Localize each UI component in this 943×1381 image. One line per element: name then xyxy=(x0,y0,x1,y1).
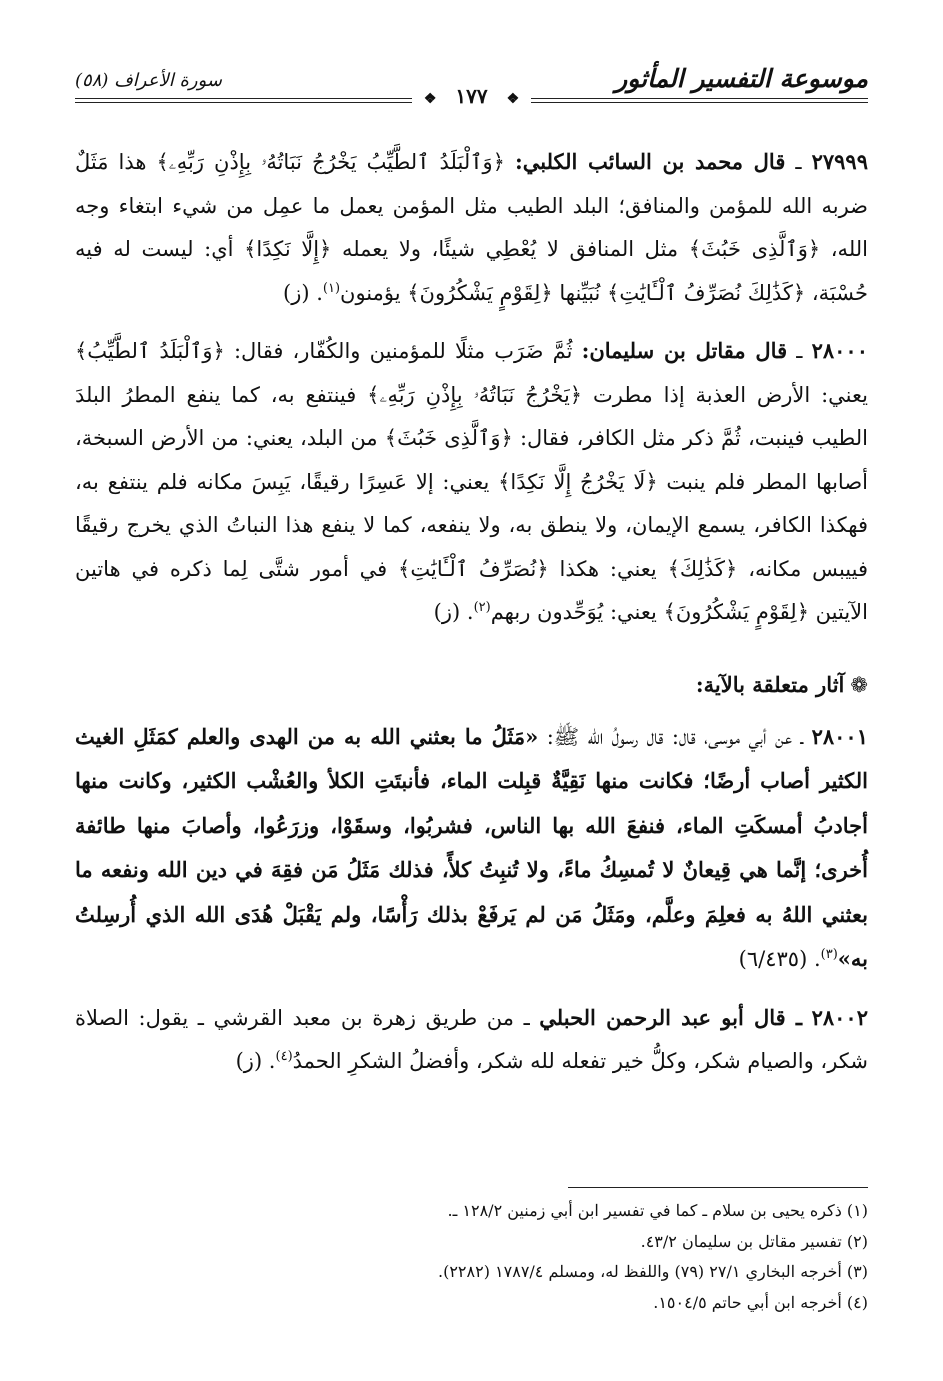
footnote-ref: (٢) xyxy=(473,600,491,615)
narrator: قال محمد بن السائب الكلبي: xyxy=(515,149,786,174)
footnote-3: (٣) أخرجه البخاري ٢٧/١ (٧٩) واللفظ له، ومسلم ١٧٨٧/٤ (٢٢٨٢). xyxy=(438,1262,868,1281)
footnote-ref: (٣) xyxy=(820,947,838,962)
book-title: موسوعة التفسير المأثور xyxy=(615,64,868,93)
narration-tail: . (٦/٤٣٥) xyxy=(738,947,821,971)
section-title: آثار متعلقة بالآية: xyxy=(695,671,845,697)
hadith-text: «مَثَلُ ما بعثني الله به من الهدى والعلم كمَثَلِ الغيث الكثير أصاب أرضًا؛ فكانت منها نَقِيَّةٌ قبِلت الماء، فأنبتَتِ الكلأ والعُشْب الكثير، وكانت منها أجادبُ أمسكَتِ الماء، فنفعَ الله بها الناس، فشربُوا، وسقَوْا، وزرَعُوا، وأصابَ منها طائفة أُخرى؛ إنَّما هي قِيعانٌ لا تُمسِكُ ماءً، ولا تُنبِتُ كلأً، فذلك مَثَلُ مَن فقِهَ في دين الله ونفعه ما بعثني اللهُ به فعلِمَ وعلَّم، ومَثَلُ مَن لم يَرفَعْ بذلك رَأْسًا، ولم يَقْبَلْ هُدَى الله الذي أُرسِلتُ به» xyxy=(75,723,868,971)
page-header xyxy=(75,62,868,110)
section-heading xyxy=(75,665,868,705)
footnote-4: (٤) أخرجه ابن أبي حاتم ١٥٠٤/٥. xyxy=(653,1292,868,1312)
flower-ornament-icon: ❁ xyxy=(850,672,868,697)
narration-text: ثُمَّ ضَرَب مثلًا للمؤمنين والكُفّار، فقال: ﴿وَٱلْبَلَدُ ٱلطَّيِّبُ﴾ يعني: الأرض العذبة إذا مطرت ﴿يَخْرُجُ نَبَاتُهُۥ بِإِذْنِ رَبِّهِۦ﴾ فينتفع به، كما ينفع المطرُ البلدَ الطيب فينبت، ثُمَّ ذكر مثل الكافر، فقال: ﴿وَٱلَّذِى خَبُثَ﴾ من البلد، يعني: من الأرض السبخة، أصابها المطر فلم ينبت ﴿لَا يَخْرُجُ إِلَّا نَكِدًا﴾ يعني: إلا عَسِرًا رقيقًا، يَبِسَ مكانه فلم ينتفع به، فهكذا الكافر، يسمع الإيمان، ولا ينطق به، ولا ينفعه، كما لا ينفع هذا النباتُ الذي يخرج رقيقًا فييبس مكانه، ﴿كَذَٰلِكَ﴾ يعني: هكذا ﴿نُصَرِّفُ ٱلْـَٔايَٰتِ﴾ في أمور شتَّى لِما ذكره في هاتين الآيتين ﴿لِقَوْمٍ يَشْكُرُونَ﴾ يعني: يُوَحِّدون ربهم xyxy=(75,339,868,624)
narration-number: ٢٨٠٠١ xyxy=(811,723,868,749)
footnote-separator xyxy=(568,1187,868,1188)
narration-number: ٢٨٠٠٠ xyxy=(811,338,868,363)
narration-tail: . (ز) xyxy=(235,1049,276,1073)
narration-number: ٢٨٠٠٢ xyxy=(811,1004,868,1030)
footnotes xyxy=(75,1196,868,1318)
page-number: ١٧٧ xyxy=(449,84,493,108)
main-text xyxy=(75,140,868,1098)
footnote-ref: (١) xyxy=(322,280,341,296)
paragraph-27999: ٢٧٩٩٩ ـ قال محمد بن السائب الكلبي: ﴿وَٱلْبَلَدُ ٱلطَّيِّبُ يَخْرُجُ نَبَاتُهُۥ بِإِذْنِ رَبِّهِۦ﴾ هذا مَثَلٌ ضربه الله للمؤمن والمنافق؛ البلد الطيب مثل المؤمن يعمل ما عمِل من شيء ابتغاء وجه الله، ﴿وَٱلَّذِى خَبُثَ﴾ مثل المنافق لا يُعْطِي شيئًا، ولا يعمله ﴿إِلَّا نَكِدًا﴾ أي: ليست له فيه حُسْبَة، ﴿كَذَٰلِكَ نُصَرِّفُ ٱلْـَٔايَٰتِ﴾ نُبَيِّنها ﴿لِقَوْمٍ يَشْكُرُونَ﴾ يؤمنون$^{(١)}$. (ز) xyxy=(75,149,868,305)
narration-intro: ـ عن أبي موسى، قال: قال رسولُ الله ﷺ: xyxy=(546,724,804,749)
ornament-left-icon: ❖ xyxy=(418,91,443,107)
paragraph-28002 xyxy=(75,996,868,1084)
narration-number: ٢٧٩٩٩ xyxy=(811,149,868,174)
narrator: قال مقاتل بن سليمان: xyxy=(581,338,788,363)
narration-tail: . (ز) xyxy=(283,280,323,305)
paragraph-28001 xyxy=(75,715,868,982)
narrator: ـ قال أبو عبد الرحمن الحبلي xyxy=(539,1004,803,1030)
footnote-2: (٢) تفسير مقاتل بن سليمان ٤٣/٢. xyxy=(640,1231,868,1251)
narration-text: ـ من طريق زهرة بن معبد القرشي ـ يقول: الصلاة شكر، والصيام شكر، وكلُّ خير تفعله لله شكر، وأفضلُ الشكرِ الحمدُ xyxy=(75,1005,868,1073)
narration-tail: . (ز) xyxy=(433,600,474,624)
ornament-right-icon: ❖ xyxy=(501,91,526,107)
footnote-ref: (٤) xyxy=(275,1049,293,1064)
narration-text: ﴿وَٱلْبَلَدُ ٱلطَّيِّبُ يَخْرُجُ نَبَاتُهُۥ بِإِذْنِ رَبِّهِۦ﴾ هذا مَثَلٌ ضربه الله للمؤمن والمنافق؛ البلد الطيب مثل المؤمن يعمل ما عمِل من شيء ابتغاء وجه الله، ﴿وَٱلَّذِى خَبُثَ﴾ مثل المنافق لا يُعْطِي شيئًا، ولا يعمله ﴿إِلَّا نَكِدًا﴾ أي: ليست له فيه حُسْبَة، ﴿كَذَٰلِكَ نُصَرِّفُ ٱلْـَٔايَٰتِ﴾ نُبَيِّنها ﴿لِقَوْمٍ يَشْكُرُونَ﴾ يؤمنون xyxy=(75,150,868,305)
paragraph-28000: ٢٨٠٠٠ ـ قال مقاتل بن سليمان: ثُمَّ ضَرَب مثلًا للمؤمنين والكُفّار، فقال: ﴿وَٱلْبَلَدُ ٱلطَّيِّبُ﴾ يعني: الأرض العذبة إذا مطرت ﴿يَخْرُجُ نَبَاتُهُۥ بِإِذْنِ رَبِّهِۦ﴾ فينتفع به، كما ينفع المطرُ البلدَ الطيب فينبت، ثُمَّ ذكر مثل الكافر، فقال: ﴿وَٱلَّذِى خَبُثَ﴾ من البلد، يعني: من الأرض السبخة، أصابها المطر فلم ينبت ﴿لَا يَخْرُجُ إِلَّا نَكِدًا﴾ يعني: إلا عَسِرًا رقيقًا، يَبِسَ مكانه فلم ينتفع به، فهكذا الكافر، يسمع الإيمان، ولا ينطق به، ولا ينفعه، كما لا ينفع هذا النباتُ الذي يخرج رقيقًا فييبس مكانه، ﴿كَذَٰلِكَ﴾ يعني: هكذا ﴿نُصَرِّفُ ٱلْـَٔايَٰتِ﴾ في أمور شتَّى لِما ذكره في هاتين الآيتين ﴿لِقَوْمٍ يَشْكُرُونَ﴾ يعني: يُوَحِّدون ربهم$^{(٢)}$. (ز) xyxy=(75,338,868,624)
footnote-1: (١) ذكره يحيى بن سلام ـ كما في تفسير ابن أبي زمنين ١٢٨/٢ ـ. xyxy=(447,1201,868,1220)
surah-label: سورة الأعراف (٥٨) xyxy=(75,70,222,91)
